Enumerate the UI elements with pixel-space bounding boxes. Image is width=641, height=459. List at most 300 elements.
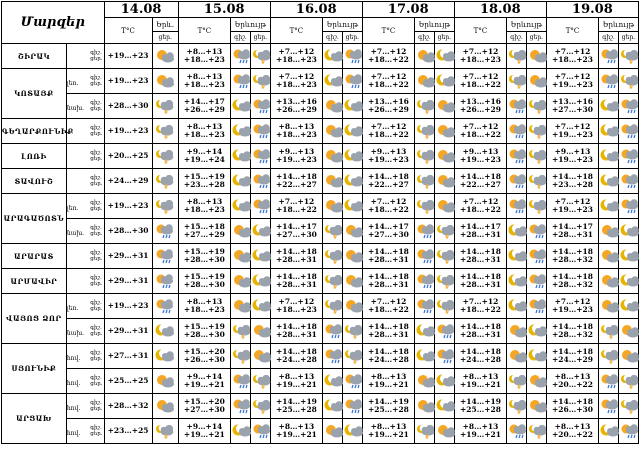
weather-cell xyxy=(599,294,619,319)
weather-cell xyxy=(250,394,270,419)
night-day-labels xyxy=(90,250,103,262)
weather-cell xyxy=(507,269,527,294)
weather-cell xyxy=(342,294,362,319)
period-labels xyxy=(66,144,104,169)
weather-cell xyxy=(323,369,343,394)
zone-label: նախ. xyxy=(66,330,85,337)
weather-cell xyxy=(342,344,362,369)
day-temp: +27…+29 xyxy=(183,230,225,239)
temperature-cell xyxy=(178,219,230,244)
day-temp: +19…+24 xyxy=(183,155,225,164)
night-temp: +15…+19 xyxy=(183,322,225,331)
night-temp: +14…+17 xyxy=(183,97,225,106)
night-temp: +8…+13 xyxy=(186,197,223,206)
weather-cell xyxy=(434,394,454,419)
weather-cell xyxy=(618,269,638,294)
weather-cell xyxy=(526,394,546,419)
weather-cell xyxy=(526,294,546,319)
temperature-cell xyxy=(454,44,506,69)
weather-cell xyxy=(434,144,454,169)
temp-header: T°C xyxy=(362,18,414,44)
weather-cell xyxy=(526,69,546,94)
temperature-cell xyxy=(104,119,152,144)
night-temp: +7…+12 xyxy=(370,47,407,56)
rain-icon xyxy=(154,223,176,239)
temperature-cell xyxy=(454,69,506,94)
night-day-labels xyxy=(90,400,103,412)
weather-cell xyxy=(250,269,270,294)
period-labels xyxy=(66,94,104,119)
night-temp: +9…+13 xyxy=(370,147,407,156)
temperature-cell xyxy=(362,169,414,194)
temperature-cell xyxy=(362,244,414,269)
temperature-cell xyxy=(178,144,230,169)
temperature-cell xyxy=(270,119,322,144)
temp-header: T°C xyxy=(546,18,598,44)
day-temp: +18…+23 xyxy=(183,55,225,64)
weather-cell xyxy=(250,194,270,219)
day-temp: +19…+21 xyxy=(459,380,501,389)
weather-cell xyxy=(323,244,343,269)
weather-cell xyxy=(250,419,270,444)
temperature-cell xyxy=(104,344,152,369)
weather-cell xyxy=(342,369,362,394)
temperature-cell xyxy=(104,369,152,394)
period-labels xyxy=(66,344,104,369)
temperature-cell xyxy=(546,94,598,119)
night-day-labels xyxy=(90,100,103,112)
temperature-cell xyxy=(546,369,598,394)
night-temp: +7…+12 xyxy=(462,47,499,56)
night-day-labels xyxy=(90,350,103,362)
night-temp: +9…+14 xyxy=(186,372,223,381)
weather-cell xyxy=(526,119,546,144)
weather-cell xyxy=(250,294,270,319)
weather-cell xyxy=(323,419,343,444)
day-label: ցեր. xyxy=(90,131,103,137)
thunderstorm-icon xyxy=(619,398,641,414)
night-day-labels xyxy=(90,300,103,312)
weather-cell xyxy=(415,44,435,69)
date-19.08: 19.08 xyxy=(546,2,638,18)
day-temp: +28…+30 xyxy=(107,101,149,110)
region-name: ՇԻՐԱԿ xyxy=(2,44,67,69)
day-temp: +18…+22 xyxy=(459,80,501,89)
weather-cell xyxy=(599,419,619,444)
precip-header: Երևույթ xyxy=(415,18,455,32)
table-row xyxy=(2,194,639,219)
weather-cell xyxy=(231,169,251,194)
day-temp: +28…+32 xyxy=(107,401,149,410)
thunderstorm-icon xyxy=(154,423,176,439)
weather-cell xyxy=(415,169,435,194)
night-temp: +8…+13 xyxy=(186,72,223,81)
weather-cell xyxy=(434,269,454,294)
weather-cell xyxy=(231,244,251,269)
weather-cell xyxy=(526,44,546,69)
day-temp: +26…+30 xyxy=(183,355,225,364)
night-temp: +14…+17 xyxy=(459,222,501,231)
night-temp: +9…+14 xyxy=(186,147,223,156)
temperature-cell xyxy=(454,144,506,169)
day-temp: +23…+28 xyxy=(551,180,593,189)
temperature-cell xyxy=(454,294,506,319)
region-name: ԿՈՏԱՅՔ xyxy=(2,69,67,119)
weather-cell xyxy=(434,69,454,94)
weather-cell xyxy=(342,219,362,244)
temp-header: T°C xyxy=(104,18,152,44)
weather-cell xyxy=(415,394,435,419)
weather-cell xyxy=(507,44,527,69)
night-temp: +14…+18 xyxy=(275,272,317,281)
day-label: ցեր. xyxy=(90,81,103,87)
night-temp: +14…+18 xyxy=(275,347,317,356)
night-temp: +14…+18 xyxy=(551,272,593,281)
night-label: գիշ. xyxy=(90,300,102,306)
day-temp: +24…+28 xyxy=(459,355,501,364)
day-label: ցեր. xyxy=(90,206,103,212)
night-label: գիշ. xyxy=(90,275,102,281)
rain-icon xyxy=(619,173,641,189)
region-header: Մարզեր xyxy=(2,2,105,44)
day-label: ցեր. xyxy=(90,156,103,162)
night-temp: +14…+18 xyxy=(275,172,317,181)
weather-cell xyxy=(250,94,270,119)
night-temp: +14…+18 xyxy=(551,172,593,181)
weather-cell xyxy=(415,294,435,319)
day-temp: +19…+23 xyxy=(107,76,149,85)
day-temp: +28…+31 xyxy=(367,280,409,289)
night-label: գիշ. xyxy=(90,125,102,131)
weather-cell xyxy=(434,169,454,194)
temperature-cell xyxy=(546,69,598,94)
temperature-cell xyxy=(454,119,506,144)
weather-cell xyxy=(152,194,178,219)
night-label: գիշ. xyxy=(90,50,102,56)
day-temp: +28…+30 xyxy=(183,280,225,289)
day-temp: +18…+23 xyxy=(183,205,225,214)
night-temp: +13…+16 xyxy=(551,97,593,106)
weather-cell xyxy=(526,194,546,219)
night-temp: +7…+12 xyxy=(554,197,591,206)
weather-cell xyxy=(323,44,343,69)
sun-cloud-icon xyxy=(619,348,641,364)
date-16.08: 16.08 xyxy=(270,2,362,18)
temperature-cell xyxy=(104,394,152,419)
table-row xyxy=(2,294,639,319)
weather-cell xyxy=(152,69,178,94)
temperature-cell xyxy=(104,294,152,319)
period-labels xyxy=(66,319,104,344)
temperature-cell xyxy=(178,344,230,369)
night-temp: +14…+18 xyxy=(551,247,593,256)
weather-cell xyxy=(342,119,362,144)
temperature-cell xyxy=(270,69,322,94)
temperature-cell xyxy=(270,269,322,294)
weather-cell xyxy=(152,144,178,169)
sun-cloud-icon xyxy=(154,398,176,414)
night-day-labels xyxy=(90,375,103,387)
weather-cell xyxy=(342,194,362,219)
day-temp: +19…+21 xyxy=(367,430,409,439)
table-row xyxy=(2,344,639,369)
day-temp: +23…+28 xyxy=(183,180,225,189)
temperature-cell xyxy=(546,244,598,269)
day-temp: +18…+22 xyxy=(367,55,409,64)
zone-label: հով. xyxy=(66,430,81,437)
period-labels xyxy=(66,294,104,319)
region-name: ԼՈՌԻ xyxy=(2,144,67,169)
weather-cell xyxy=(434,194,454,219)
temperature-cell xyxy=(104,219,152,244)
day-temp: +19…+21 xyxy=(459,430,501,439)
table-row xyxy=(2,69,639,94)
night-temp: +14…+19 xyxy=(367,397,409,406)
temperature-cell xyxy=(546,394,598,419)
day-temp: +18…+22 xyxy=(367,205,409,214)
rain-icon xyxy=(619,123,641,139)
night-temp: +8…+13 xyxy=(370,372,407,381)
night-temp: +15…+18 xyxy=(183,222,225,231)
weather-cell xyxy=(231,69,251,94)
night-temp: +8…+13 xyxy=(186,297,223,306)
weather-cell xyxy=(323,94,343,119)
temperature-cell xyxy=(104,169,152,194)
day-temp: +20…+25 xyxy=(107,151,149,160)
night-temp: +14…+18 xyxy=(367,272,409,281)
weather-cell xyxy=(507,219,527,244)
night-subheader: գիշ. xyxy=(599,32,619,44)
weather-cell xyxy=(618,419,638,444)
day-temp: +18…+23 xyxy=(275,55,317,64)
weather-cell xyxy=(323,119,343,144)
temperature-cell xyxy=(270,369,322,394)
temperature-cell xyxy=(454,394,506,419)
day-temp: +19…+23 xyxy=(107,126,149,135)
table-row xyxy=(2,419,639,444)
weather-cell xyxy=(434,294,454,319)
weather-cell xyxy=(152,44,178,69)
weather-cell xyxy=(231,219,251,244)
temperature-cell xyxy=(362,344,414,369)
rain-icon xyxy=(154,248,176,264)
zone-label: նախ. xyxy=(66,230,85,237)
weather-cell xyxy=(152,219,178,244)
night-temp: +9…+13 xyxy=(462,147,499,156)
thunderstorm-icon xyxy=(154,173,176,189)
temperature-cell xyxy=(270,294,322,319)
day-label: ցեր. xyxy=(90,256,103,262)
night-temp: +7…+12 xyxy=(278,297,315,306)
table-row xyxy=(2,269,639,294)
temperature-cell xyxy=(362,219,414,244)
day-temp: +18…+23 xyxy=(275,305,317,314)
weather-cell xyxy=(323,144,343,169)
date-18.08: 18.08 xyxy=(454,2,546,18)
night-temp: +14…+18 xyxy=(551,322,593,331)
weather-cell xyxy=(250,169,270,194)
region-name: ՍՅՈՒՆԻՔ xyxy=(2,344,67,394)
temperature-cell xyxy=(454,94,506,119)
day-temp: +26…+29 xyxy=(275,105,317,114)
day-temp: +29…+31 xyxy=(107,326,149,335)
day-temp: +19…+21 xyxy=(275,380,317,389)
weather-cell xyxy=(250,319,270,344)
day-temp: +19…+21 xyxy=(183,430,225,439)
weather-cell xyxy=(323,269,343,294)
day-temp: +19…+23 xyxy=(551,205,593,214)
weather-cell xyxy=(323,194,343,219)
thunderstorm-icon xyxy=(619,73,641,89)
weather-cell xyxy=(507,194,527,219)
day-subheader: ցեր. xyxy=(250,32,270,44)
day-temp: +29…+31 xyxy=(107,276,149,285)
day-temp: +24…+28 xyxy=(367,355,409,364)
weather-cell xyxy=(415,269,435,294)
temperature-cell xyxy=(454,269,506,294)
moon-cloud-icon xyxy=(619,273,641,289)
day-temp: +28…+31 xyxy=(275,280,317,289)
weather-cell xyxy=(434,369,454,394)
weather-cell xyxy=(599,319,619,344)
weather-cell xyxy=(526,94,546,119)
temperature-cell xyxy=(270,219,322,244)
day-temp: +28…+31 xyxy=(459,230,501,239)
weather-cell xyxy=(434,419,454,444)
weather-cell xyxy=(415,144,435,169)
weather-cell xyxy=(415,119,435,144)
weather-cell xyxy=(415,369,435,394)
night-temp: +8…+13 xyxy=(370,422,407,431)
precip-header: Երևույթ xyxy=(507,18,547,32)
sun-cloud-icon xyxy=(154,48,176,64)
weather-cell xyxy=(618,194,638,219)
rain-icon xyxy=(154,298,176,314)
temperature-cell xyxy=(178,169,230,194)
temperature-cell xyxy=(362,394,414,419)
night-temp: +7…+12 xyxy=(554,122,591,131)
weather-cell xyxy=(152,344,178,369)
day-temp: +20…+22 xyxy=(551,380,593,389)
temperature-cell xyxy=(270,169,322,194)
weather-cell xyxy=(152,394,178,419)
day-temp: +27…+30 xyxy=(275,230,317,239)
sun-cloud-icon xyxy=(619,323,641,339)
temperature-cell xyxy=(270,419,322,444)
rain-icon xyxy=(619,198,641,214)
weather-cell xyxy=(323,69,343,94)
period-labels xyxy=(66,194,104,219)
night-temp: +7…+12 xyxy=(370,72,407,81)
day-label: ցեր. xyxy=(90,56,103,62)
day-temp: +28…+31 xyxy=(551,230,593,239)
night-day-labels xyxy=(90,50,103,62)
day-temp: +26…+29 xyxy=(367,105,409,114)
rain-icon xyxy=(154,273,176,289)
weather-cell xyxy=(250,369,270,394)
weather-cell xyxy=(323,394,343,419)
weather-cell xyxy=(434,344,454,369)
weather-cell xyxy=(434,319,454,344)
temp-header: T°C xyxy=(270,18,322,44)
weather-cell xyxy=(231,94,251,119)
night-temp: +14…+18 xyxy=(275,247,317,256)
weather-cell xyxy=(152,419,178,444)
day-temp: +28…+32 xyxy=(551,255,593,264)
temperature-cell xyxy=(546,269,598,294)
day-temp: +29…+31 xyxy=(107,251,149,260)
weather-cell xyxy=(618,319,638,344)
temperature-cell xyxy=(546,319,598,344)
temperature-cell xyxy=(454,244,506,269)
temperature-cell xyxy=(454,319,506,344)
region-name: ՏԱՎՈՒՇ xyxy=(2,169,67,194)
temperature-cell xyxy=(546,144,598,169)
weather-cell xyxy=(526,244,546,269)
rain-icon xyxy=(619,148,641,164)
night-label: գիշ. xyxy=(90,75,102,81)
weather-cell xyxy=(618,44,638,69)
weather-cell xyxy=(342,169,362,194)
night-temp: +15…+19 xyxy=(183,172,225,181)
night-temp: +14…+18 xyxy=(551,347,593,356)
day-temp: +19…+23 xyxy=(367,155,409,164)
day-temp: +28…+32 xyxy=(551,280,593,289)
day-temp: +20…+22 xyxy=(551,430,593,439)
night-temp: +9…+14 xyxy=(186,422,223,431)
night-subheader: գիշ. xyxy=(323,32,343,44)
night-temp: +8…+13 xyxy=(186,47,223,56)
night-temp: +15…+20 xyxy=(183,397,225,406)
period-labels xyxy=(66,244,104,269)
weather-cell xyxy=(250,344,270,369)
day-temp: +18…+22 xyxy=(275,205,317,214)
night-label: գիշ. xyxy=(90,200,102,206)
temperature-cell xyxy=(270,194,322,219)
weather-cell xyxy=(507,419,527,444)
temperature-cell xyxy=(104,44,152,69)
night-day-labels xyxy=(90,200,103,212)
day-temp: +18…+22 xyxy=(367,305,409,314)
temperature-cell xyxy=(178,269,230,294)
night-label: գիշ. xyxy=(90,325,102,331)
night-label: գիշ. xyxy=(90,350,102,356)
weather-cell xyxy=(526,269,546,294)
night-temp: +8…+13 xyxy=(462,372,499,381)
table-row xyxy=(2,219,639,244)
night-temp: +8…+13 xyxy=(554,422,591,431)
temperature-cell xyxy=(362,119,414,144)
day-label: ցեր. xyxy=(90,331,103,337)
day-label: ցեր. xyxy=(90,356,103,362)
thunderstorm-icon xyxy=(154,148,176,164)
day-temp: +18…+22 xyxy=(459,130,501,139)
zone-label: հով. xyxy=(66,405,81,412)
day-temp: +28…+31 xyxy=(459,330,501,339)
night-label: գիշ. xyxy=(90,175,102,181)
weather-cell xyxy=(415,419,435,444)
weather-cell xyxy=(323,169,343,194)
weather-cell xyxy=(231,344,251,369)
night-temp: +14…+18 xyxy=(367,347,409,356)
weather-cell xyxy=(526,419,546,444)
night-day-labels xyxy=(90,125,103,137)
weather-cell xyxy=(250,119,270,144)
night-day-labels xyxy=(90,225,103,237)
weather-cell xyxy=(507,294,527,319)
temperature-cell xyxy=(362,294,414,319)
weather-cell xyxy=(250,69,270,94)
